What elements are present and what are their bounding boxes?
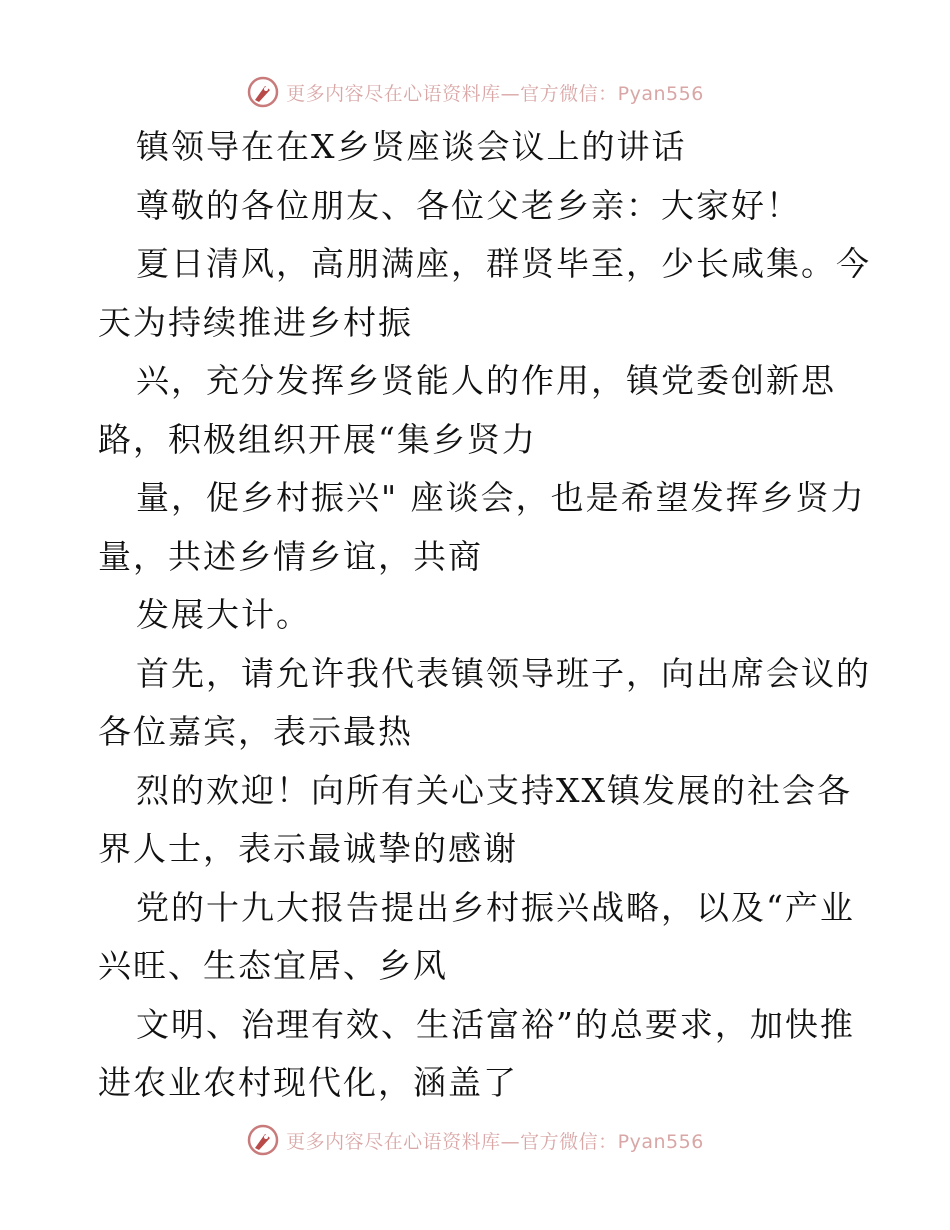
text-line: 发展大计。 xyxy=(136,595,311,634)
text-line: 界人士，表示最诚挚的感谢 xyxy=(98,829,518,868)
text-line: 尊敬的各位朋友、各位父老乡亲：大家好！ xyxy=(136,185,801,225)
text-line: 文明、治理有效、生活富裕”的总要求，加快推 xyxy=(136,1004,855,1044)
text-line: 镇领导在在X乡贤座谈会议上的讲话 xyxy=(136,127,687,166)
pen-nib-circle-icon xyxy=(246,1123,280,1157)
text-line: 兴旺、生态宜居、乡风 xyxy=(98,946,448,985)
pen-nib-circle-icon xyxy=(246,75,280,109)
text-line: 量，促乡村振兴" 座谈会，也是希望发挥乡贤力 xyxy=(136,478,866,517)
text-line: 烈的欢迎！向所有关心支持XX镇发展的社会各 xyxy=(136,770,852,810)
text-line: 进农业农村现代化，涵盖了 xyxy=(98,1063,518,1102)
text-line: 量，共述乡情乡谊，共商 xyxy=(98,536,483,576)
text-line: 各位嘉宾，表示最热 xyxy=(98,712,413,751)
text-line: 夏日清风，高朋满座，群贤毕至，少长咸集。今 xyxy=(136,244,871,283)
footer-watermark xyxy=(0,1120,950,1160)
text-line: 天为持续推进乡村振 xyxy=(98,302,413,342)
watermark-text: 更多内容尽在心语资料库—官方微信：Pyan556 xyxy=(286,1130,704,1153)
watermark-text: 更多内容尽在心语资料库—官方微信：Pyan556 xyxy=(286,82,704,105)
text-line: 党的十九大报告提出乡村振兴战略，以及“产业 xyxy=(136,887,855,927)
text-line: 兴，充分发挥乡贤能人的作用，镇党委创新思 xyxy=(136,361,836,400)
document-body xyxy=(98,118,871,1113)
text-line: 首先，请允许我代表镇领导班子，向出席会议的 xyxy=(136,653,871,693)
text-line: 路，积极组织开展“集乡贤力 xyxy=(98,419,537,459)
header-watermark xyxy=(0,72,950,112)
